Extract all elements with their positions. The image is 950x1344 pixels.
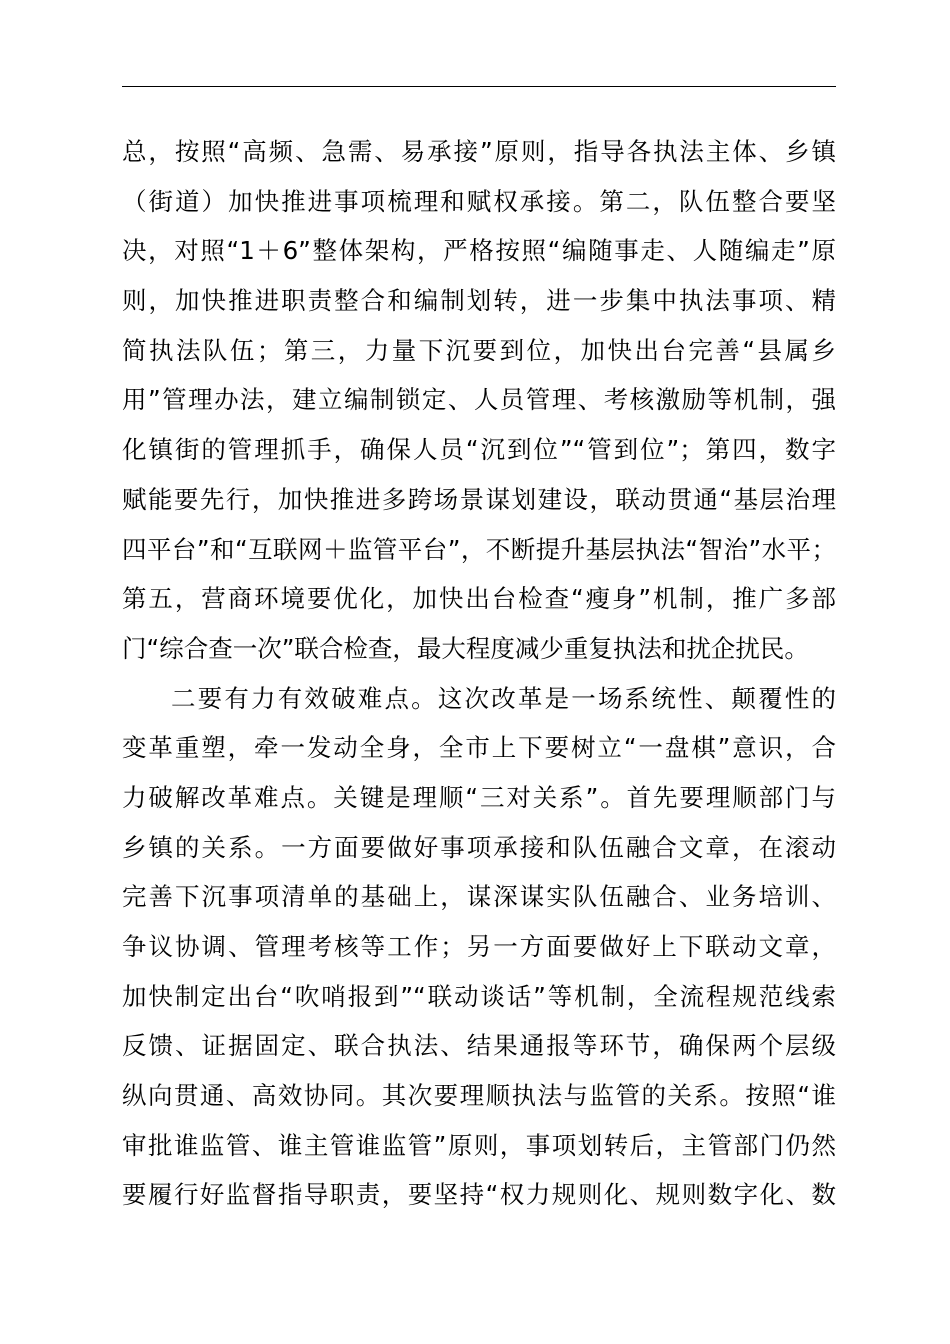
text-line: 二要有力有效破难点。这次改革是一场系统性、颠覆性的 (171, 683, 836, 713)
text-line: 乡镇的关系。一方面要做好事项承接和队伍融合文章，在滚动 (122, 832, 836, 862)
text-line: 门“综合查一次”联合检查，最大程度减少重复执法和扰企扰民。 (122, 633, 809, 663)
text-line: 纵向贯通、高效协同。其次要理顺执法与监管的关系。按照“谁 (122, 1081, 836, 1111)
text-line: 总，按照“高频、急需、易承接”原则，指导各执法主体、乡镇 (122, 137, 836, 166)
text-line: 争议协调、管理考核等工作；另一方面要做好上下联动文章， (122, 932, 836, 961)
text-line: 化镇街的管理抓手，确保人员“沉到位”“管到位”；第四，数字 (122, 435, 836, 465)
text-line: 变革重塑，牵一发动全身，全市上下要树立“一盘棋”意识，合 (122, 733, 836, 763)
text-line: 四平台”和“互联网＋监管平台”，不断提升基层执法“智治”水平； (122, 534, 836, 564)
text-line: 决，对照“1＋6”整体架构，严格按照“编随事走、人随编走”原 (122, 236, 836, 266)
text-line: 简执法队伍；第三，力量下沉要到位，加快出台完善“县属乡 (122, 335, 836, 365)
text-line: 反馈、证据固定、联合执法、结果通报等环节，确保两个层级 (122, 1031, 836, 1061)
paragraph-2 (122, 674, 836, 1221)
header-rule (122, 86, 836, 87)
text-line: 加快制定出台“吹哨报到”“联动谈话”等机制，全流程规范线索 (122, 981, 836, 1011)
paragraph-1 (122, 127, 836, 674)
text-line: 要履行好监督指导职责，要坚持“权力规则化、规则数字化、数 (122, 1180, 836, 1210)
text-line: 用”管理办法，建立编制锁定、人员管理、考核激励等机制，强 (122, 385, 836, 415)
text-line: 则，加快推进职责整合和编制划转，进一步集中执法事项、精 (122, 286, 836, 316)
text-line: （街道）加快推进事项梳理和赋权承接。第二，队伍整合要坚 (122, 186, 836, 216)
text-line: 赋能要先行，加快推进多跨场景谋划建设，联动贯通“基层治理 (122, 484, 836, 514)
text-line: 完善下沉事项清单的基础上，谋深谋实队伍融合、业务培训、 (122, 882, 836, 912)
document-body (122, 127, 836, 1220)
text-line: 第五，营商环境要优化，加快出台检查“瘦身”机制，推广多部 (122, 584, 836, 614)
text-line: 审批谁监管、谁主管谁监管”原则，事项划转后，主管部门仍然 (122, 1130, 836, 1160)
text-line: 力破解改革难点。关键是理顺“三对关系”。首先要理顺部门与 (122, 782, 836, 812)
